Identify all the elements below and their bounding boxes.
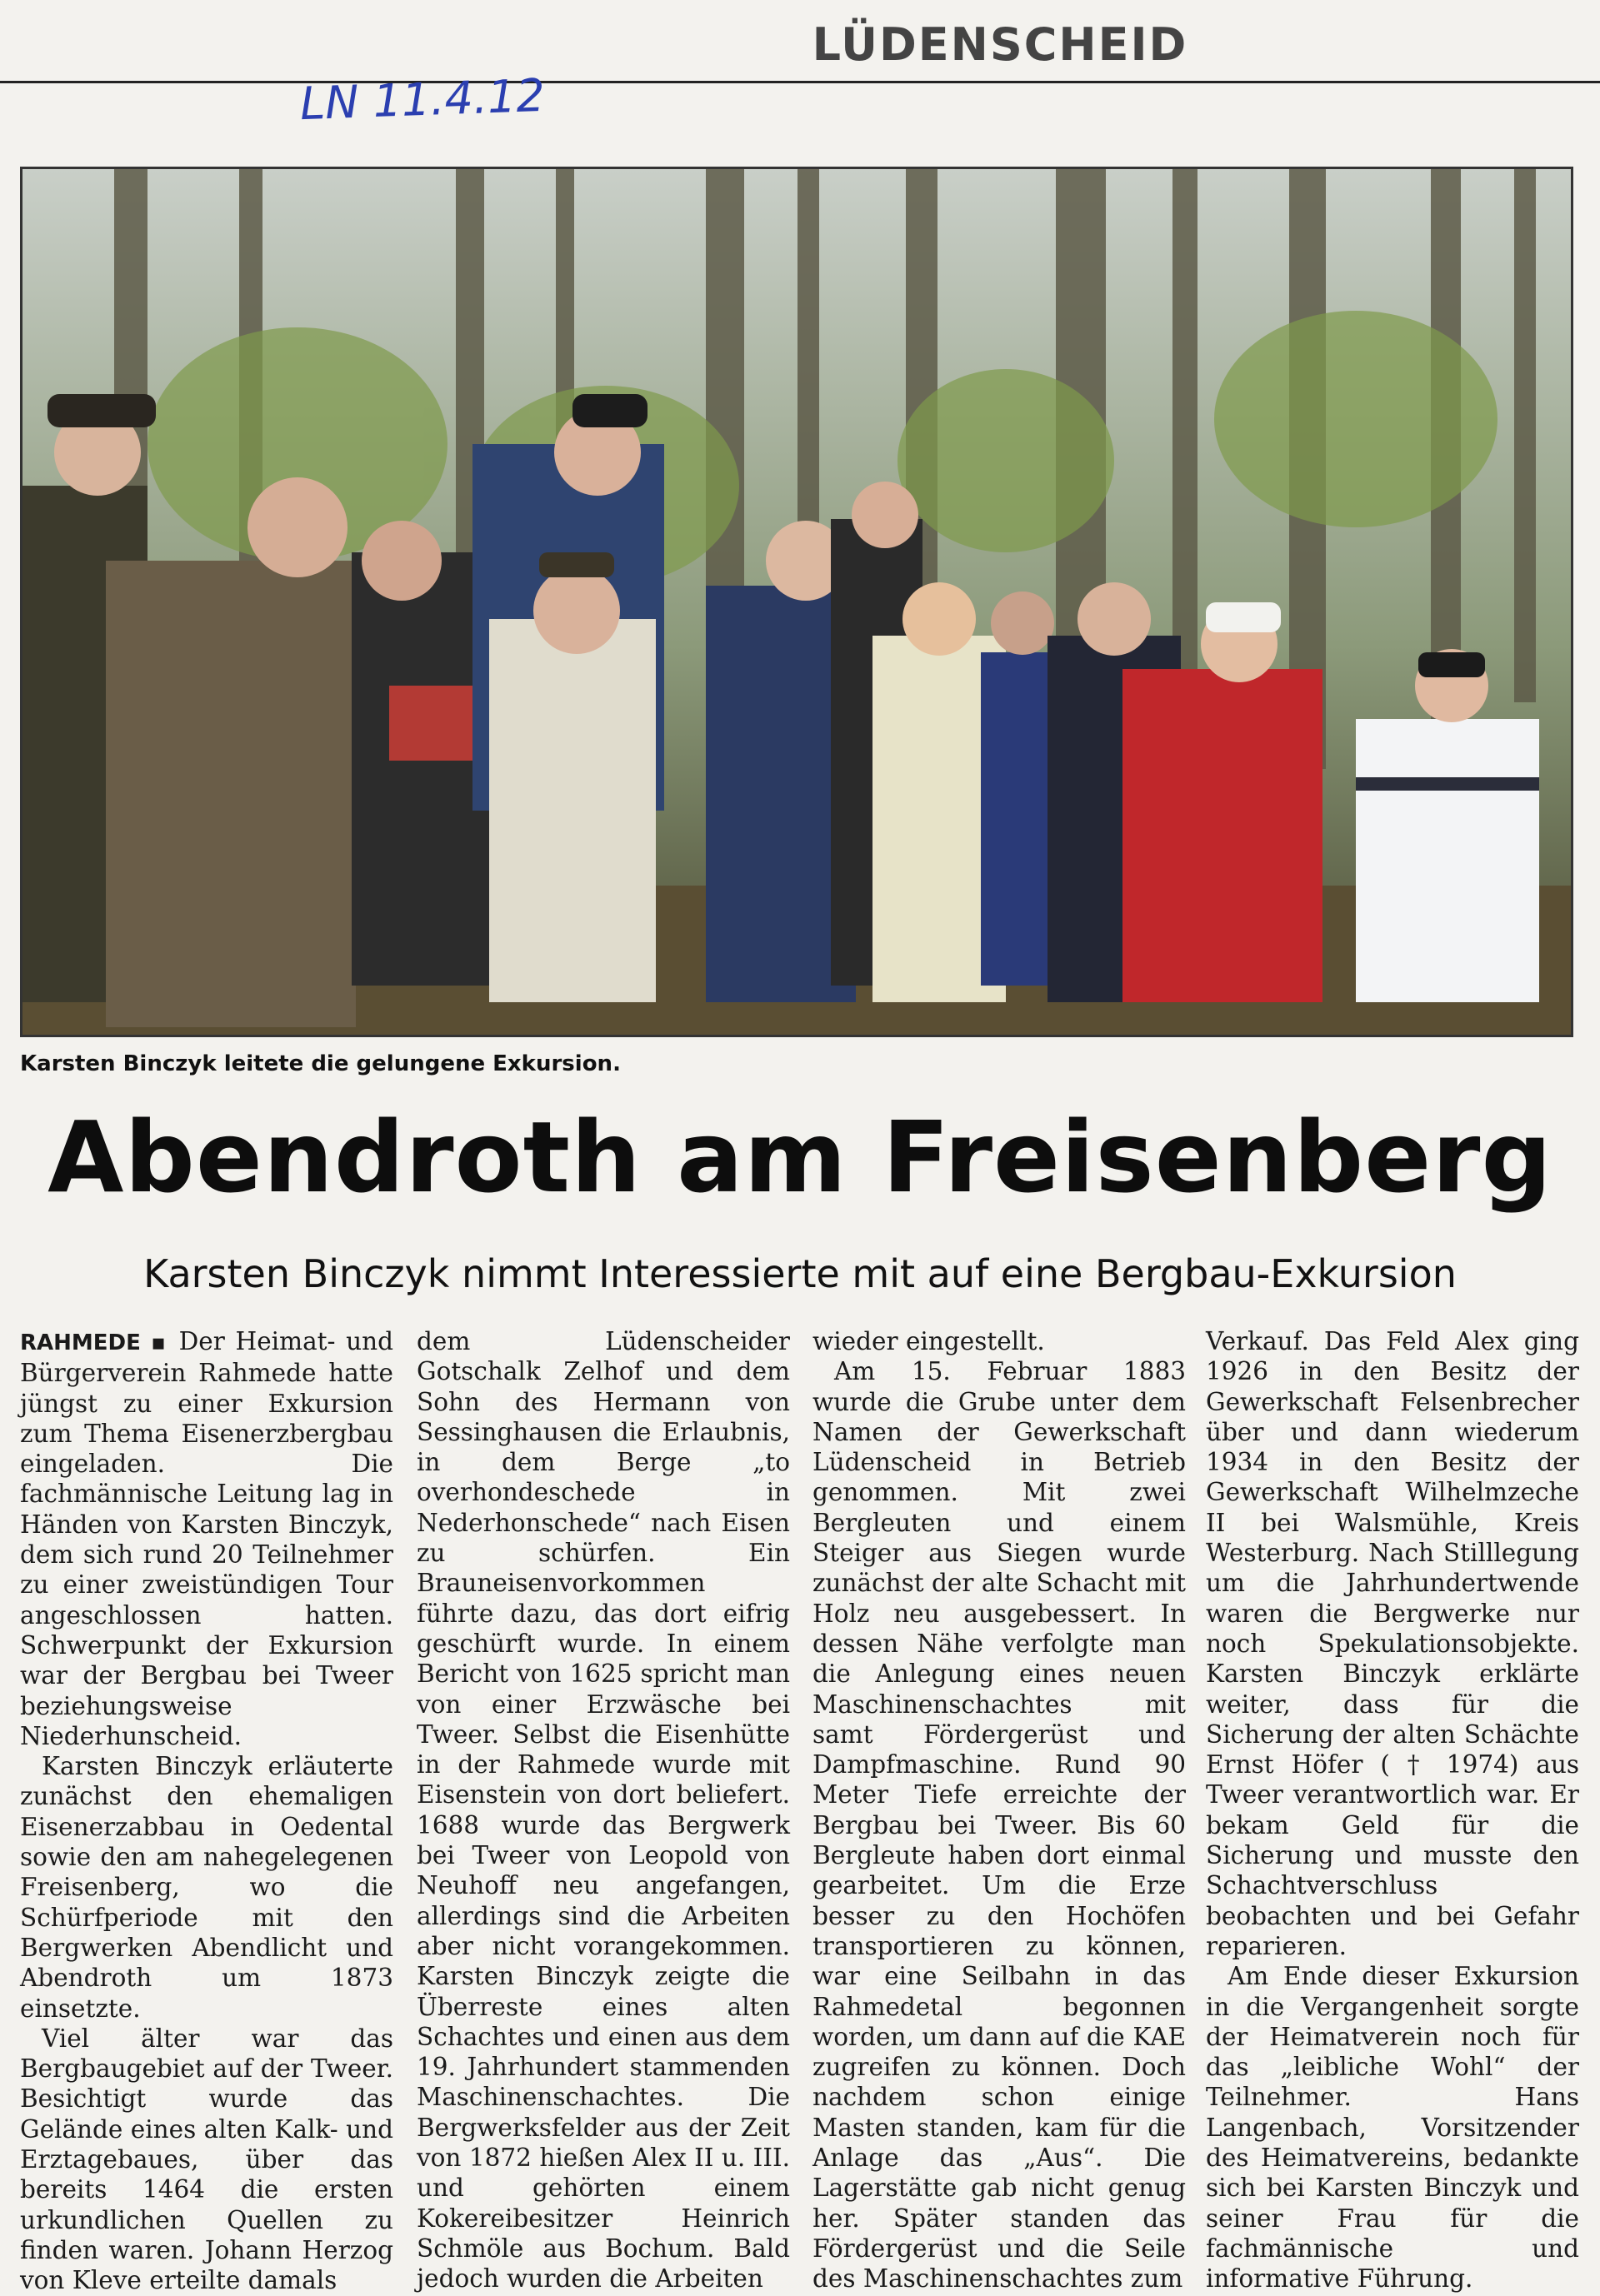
dateline: RAHMEDE ▪ (20, 1330, 169, 1355)
article-subheadline: Karsten Binczyk nimmt Interessierte mit auf eine Bergbau-Exkursion (143, 1251, 1457, 1296)
section-title: LÜDENSCHEID (812, 18, 1188, 71)
header-rule (0, 81, 1600, 83)
article-column-1 (20, 1326, 393, 2295)
photo-caption: Karsten Binczyk leitete die gelungene Exkursion. (20, 1051, 621, 1076)
paragraph: Am Ende dieser Exkursion in die Vergangenheit sorgte der Heimatverein noch für das „leibliche Wohl“ der Teilnehmer. Hans Langenbach, Vorsitzender des Heimatvereins, bedankte sich bei Karsten Binczyk und seiner Frau für die fachmännische und informative Führung. (1206, 1962, 1579, 2294)
paragraph: Karsten Binczyk erläuterte zunächst den ehemaligen Eisenerzabbau in Oedental sowie den am nahegelegenen Freisenberg, wo die Schürfperiode mit den Bergwerken Abendlicht und Abendroth um 1873 einsetzte. (20, 1752, 393, 2023)
article-column-2 (417, 1326, 790, 2294)
paragraph: Der Heimat- und Bürgerverein Rahmede hatte jüngst zu einer Exkursion zum Thema Eisenerzbergbau eingeladen. Die fachmännische Leitung lag in Händen von Karsten Binczyk, dem sich rund 20 Teilnehmer zu einer zweistündigen Tour angeschlossen hatten. Schwerpunkt der Exkursion war der Bergbau bei Tweer beziehungsweise Niederhunscheid. (20, 1327, 393, 1750)
paragraph: Am 15. Februar 1883 wurde die Grube unter dem Namen der Gewerkschaft Lüdenscheid in Betrieb genommen. Mit zwei Bergleuten und einem Steiger aus Siegen wurde zunächst der alte Schacht mit Holz neu ausgebessert. In dessen Nähe verfolgte man die Anlegung eines neuen Maschinenschachtes mit samt Fördergerüst und Dampfmaschine. Rund 90 Meter Tiefe erreichte der Bergbau bei Tweer. Bis 60 Bergleute haben dort einmal gearbeitet. Um die Erze besser zu den Hochöfen transportieren zu können, war eine Seilbahn in das Rahmedetal begonnen worden, um dann auf die KAE zugreifen zu können. Doch nachdem schon einige Masten standen, kam für die Anlage das „Aus“. Die Lagerstätte gab nicht genug her. Später standen das Fördergerüst und die Seile des Maschinenschachtes zum (812, 1357, 1186, 2294)
article-column-4 (1206, 1326, 1579, 2294)
paragraph: Viel älter war das Bergbaugebiet auf der Tweer. Besichtigt wurde das Gelände eines alten Kalk- und Erztagebaues, über das bereits 1464 die ersten urkundlichen Quellen zu finden waren. Johann Herzog von Kleve erteilte damals (20, 2024, 393, 2295)
paragraph: Verkauf. Das Feld Alex ging 1926 in den Besitz der Gewerkschaft Felsenbrecher über und dann wiederum 1934 in den Besitz der Gewerkschaft Wilhelmzeche II bei Walsmühle, Kreis Westerburg. Nach Stilllegung um die Jahrhundertwende waren die Bergwerke nur noch Spekulationsobjekte. Karsten Binczyk erklärte weiter, dass für die Sicherung der alten Schächte Ernst Höfer ( † 1974) aus Tweer verantwortlich war. Er bekam Geld für die Sicherung und musste den Schachtverschluss beobachten und bei Gefahr reparieren. (1206, 1327, 1579, 1960)
article-photo (20, 167, 1573, 1037)
paragraph: dem Lüdenscheider Gotschalk Zelhof und dem Sohn des Hermann von Sessinghausen die Erlaubnis, in dem Berge „to overhondeschede in Nederhonschede“ nach Eisen zu schürfen. Ein Brauneisenvorkommen führte dazu, das dort eifrig geschürft wurde. In einem Bericht von 1625 spricht man von einer Erzwäsche bei Tweer. Selbst die Eisenhütte in der Rahmede wurde mit Eisenstein von dort beliefert. 1688 wurde das Bergwerk bei Tweer von Leopold von Neuhoff neu angefangen, allerdings sind die Arbeiten aber nicht vorangekommen. Karsten Binczyk zeigte die Überreste eines alten Schachtes und einen aus dem 19. Jahrhundert stammenden Maschinenschachtes. Die Bergwerksfelder aus der Zeit von 1872 hießen Alex II u. III. und gehörten einem Kokereibesitzer Heinrich Schmöle aus Bochum. Bald jedoch wurden die Arbeiten (417, 1327, 790, 2294)
handwritten-date-note: LN 11.4.12 (298, 68, 546, 131)
article-headline: Abendroth am Freisenberg (48, 1100, 1552, 1215)
paragraph: wieder eingestellt. (812, 1327, 1045, 1355)
article-column-3 (812, 1326, 1186, 2294)
